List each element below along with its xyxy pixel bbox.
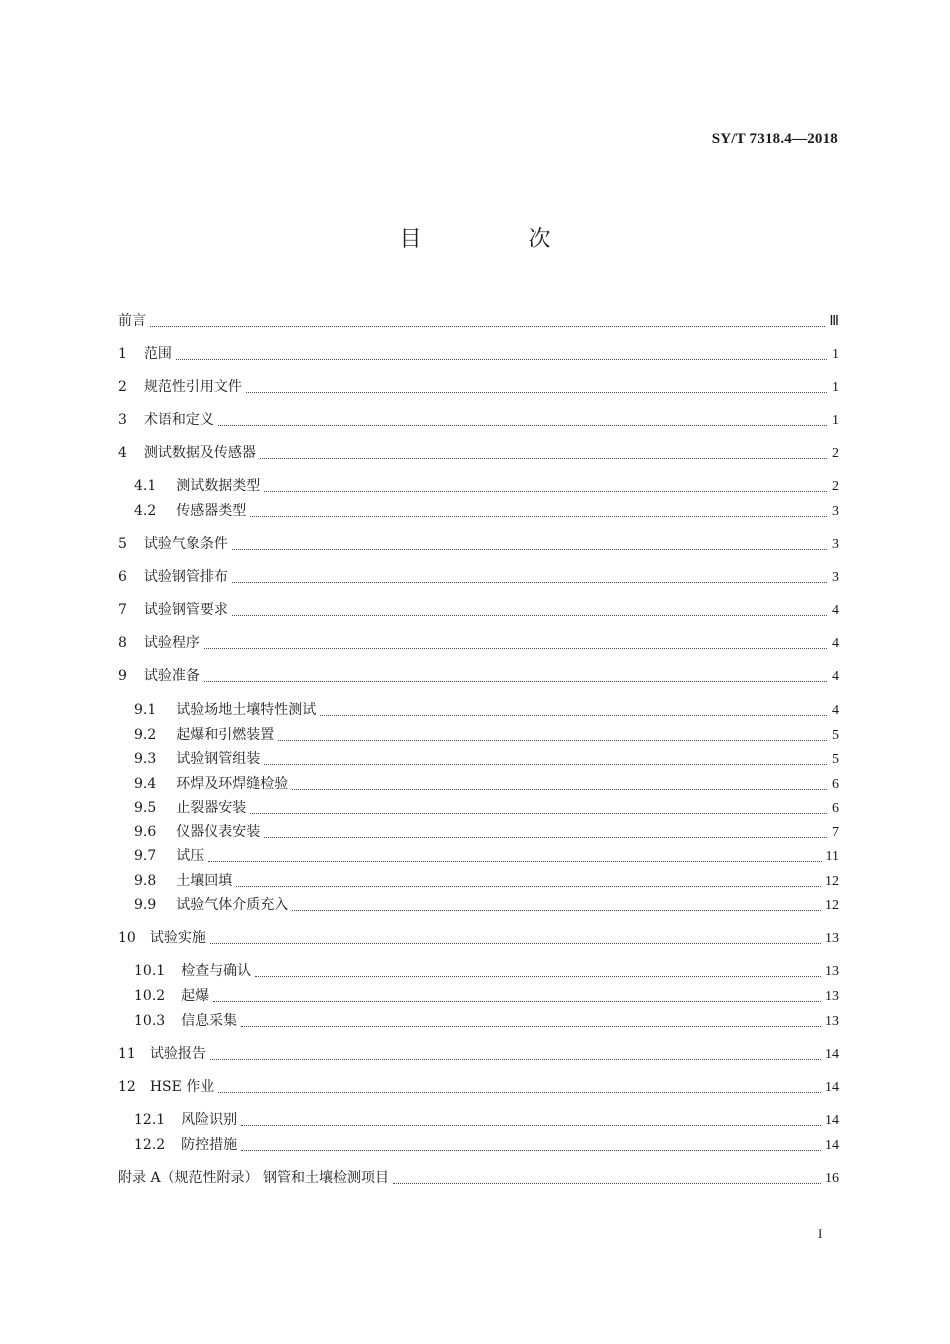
toc-entry-page: 12: [825, 874, 839, 889]
dot-leader: [264, 750, 827, 765]
toc-entry-page: 1: [832, 380, 839, 395]
toc-entry-label: 检查与确认: [181, 963, 252, 979]
dot-leader: [292, 896, 821, 911]
dot-leader: [250, 502, 827, 517]
toc-entry[interactable]: [134, 1135, 839, 1155]
toc-entry-page: 2: [832, 479, 839, 494]
toc-entry-page: 1: [832, 347, 839, 362]
toc-entry-page: 16: [825, 1171, 839, 1186]
toc-entry[interactable]: [134, 961, 839, 981]
toc-entry-label: 传感器类型: [176, 503, 247, 519]
toc-entry-label: 试验钢管组装: [176, 751, 261, 767]
toc-entry-label: 试验气象条件: [143, 536, 228, 552]
dot-leader: [232, 535, 827, 550]
toc-entry-page: 5: [832, 752, 839, 767]
toc-entry-label: 仪器仪表安装: [176, 824, 261, 840]
toc-entry-label: 试验准备: [143, 668, 200, 684]
dot-leader: [278, 726, 827, 741]
toc-entry[interactable]: [118, 600, 839, 620]
toc-entry-number: 9.4: [134, 776, 157, 792]
toc-entry-page: Ⅲ: [829, 314, 839, 329]
toc-entry-page: 4: [832, 636, 839, 651]
toc-entry-page: 4: [832, 669, 839, 684]
toc-entry-number: 9.2: [134, 727, 157, 743]
dot-leader: [204, 634, 827, 649]
toc-entry-label: 测试数据及传感器: [143, 445, 256, 461]
toc-entry[interactable]: [118, 666, 839, 686]
toc-entry-page: 4: [832, 603, 839, 618]
toc-entry-page: 4: [832, 703, 839, 718]
standard-number: SY/T 7318.4—2018: [711, 131, 838, 147]
toc-entry-label: 土壤回填: [176, 873, 233, 889]
toc-entry-page: 13: [825, 931, 839, 946]
toc-entry[interactable]: [118, 567, 839, 587]
dot-leader: [264, 477, 827, 492]
toc-entry-label: 防控措施: [181, 1137, 238, 1153]
toc-entry[interactable]: [134, 700, 839, 720]
toc-entry[interactable]: [118, 1077, 839, 1097]
toc-entry[interactable]: [134, 798, 839, 818]
toc-entry-number: 6: [118, 569, 127, 585]
toc-entry-page: 13: [825, 964, 839, 979]
toc-entry[interactable]: [134, 501, 839, 521]
toc-entry-number: 11: [118, 1046, 136, 1062]
toc-entry-number: 4.1: [134, 478, 157, 494]
toc-entry-page: 13: [825, 989, 839, 1004]
toc-entry-page: 1: [832, 413, 839, 428]
dot-leader: [246, 378, 827, 393]
toc-entry-page: 14: [825, 1138, 839, 1153]
dot-leader: [232, 568, 827, 583]
toc-entry-number: 12.1: [134, 1112, 166, 1128]
toc-entry-label: 信息采集: [181, 1013, 238, 1029]
toc-entry-label: HSE 作业: [149, 1079, 215, 1095]
dot-leader: [210, 929, 821, 944]
dot-leader: [260, 444, 827, 459]
page-title: 目 次: [399, 227, 601, 252]
toc-entry-number: 4.2: [134, 503, 157, 519]
toc-entry[interactable]: [134, 749, 839, 769]
toc-entry-label: 试验钢管排布: [143, 569, 228, 585]
toc-entry-number: 8: [118, 635, 127, 651]
toc-entry-label: 风险识别: [181, 1112, 238, 1128]
toc-entry-page: 14: [825, 1113, 839, 1128]
toc-entry-number: 12: [118, 1079, 136, 1095]
toc-entry-number: 9.5: [134, 800, 157, 816]
toc-entry-label: 术语和定义: [143, 412, 214, 428]
toc-entry[interactable]: [134, 476, 839, 496]
toc-entry-label: 试验程序: [143, 635, 200, 651]
toc-entry-page: 7: [832, 825, 839, 840]
toc-entry[interactable]: [134, 774, 839, 794]
toc-entry[interactable]: [118, 534, 839, 554]
toc-entry-label: 范围: [143, 346, 172, 362]
toc-entry-number: 9.8: [134, 873, 157, 889]
toc-entry[interactable]: [118, 633, 839, 653]
page-number: I: [818, 1226, 823, 1241]
toc-entry-page: 3: [832, 504, 839, 519]
toc-entry-number: 3: [118, 412, 127, 428]
toc-entry[interactable]: [118, 410, 839, 430]
toc-entry[interactable]: [134, 986, 839, 1006]
toc-entry-number: 5: [118, 536, 127, 552]
toc-entry[interactable]: [118, 928, 839, 948]
toc-entry-page: 6: [832, 777, 839, 792]
toc-entry-page: 13: [825, 1014, 839, 1029]
toc-entry-number: 9.1: [134, 702, 157, 718]
toc-entry-number: 10.3: [134, 1013, 166, 1029]
toc-entry-label: 前言: [118, 313, 146, 329]
dot-leader: [241, 1012, 821, 1027]
toc-entry[interactable]: [134, 846, 839, 866]
dot-leader: [218, 411, 827, 426]
dot-leader: [176, 345, 827, 360]
toc-entry-label: 试验钢管要求: [143, 602, 228, 618]
toc-entry-page: 6: [832, 801, 839, 816]
toc-entry-number: 9.6: [134, 824, 157, 840]
toc-entry-label: 试验实施: [149, 930, 206, 946]
toc-entry[interactable]: [118, 443, 839, 463]
toc-entry-label: 环焊及环焊缝检验: [176, 776, 289, 792]
dot-leader: [320, 701, 827, 716]
toc-entry-label: 测试数据类型: [176, 478, 261, 494]
dot-leader: [241, 1111, 821, 1126]
toc-entry-label: 附录 A（规范性附录） 钢管和土壤检测项目: [118, 1170, 390, 1186]
dot-leader: [210, 1045, 821, 1060]
toc-entry-page: 14: [825, 1047, 839, 1062]
toc-entry[interactable]: [134, 871, 839, 891]
toc-entry[interactable]: [118, 311, 839, 331]
toc-entry-page: 12: [825, 898, 839, 913]
toc-entry-number: 7: [118, 602, 127, 618]
toc-entry-page: 3: [832, 537, 839, 552]
toc-entry[interactable]: [134, 725, 839, 745]
toc-entry-page: 11: [825, 849, 839, 864]
dot-leader: [208, 847, 821, 862]
toc-entry-number: 2: [118, 379, 127, 395]
toc-entry-number: 9: [118, 668, 127, 684]
dot-leader: [292, 775, 827, 790]
toc-entry-label: 止裂器安装: [176, 800, 247, 816]
toc-entry-label: 规范性引用文件: [143, 379, 242, 395]
toc-entry-page: 5: [832, 728, 839, 743]
toc-entry[interactable]: [134, 1011, 839, 1031]
toc-entry-number: 10: [118, 930, 136, 946]
toc-entry[interactable]: [134, 1110, 839, 1130]
dot-leader: [218, 1078, 821, 1093]
toc-entry[interactable]: [118, 1044, 839, 1064]
toc-entry-number: 9.3: [134, 751, 157, 767]
toc-entry-number: 10.1: [134, 963, 166, 979]
toc-entry-label: 试验气体介质充入: [176, 897, 289, 913]
dot-leader: [264, 823, 827, 838]
toc-entry-number: 9.7: [134, 848, 157, 864]
dot-leader: [236, 872, 821, 887]
dot-leader: [250, 799, 827, 814]
dot-leader: [204, 667, 827, 682]
toc-entry-label: 试验报告: [149, 1046, 206, 1062]
toc-entry-page: 3: [832, 570, 839, 585]
toc-entry[interactable]: [134, 822, 839, 842]
dot-leader: [232, 601, 827, 616]
dot-leader: [213, 987, 821, 1002]
toc-entry-number: 12.2: [134, 1137, 166, 1153]
toc-entry-page: 14: [825, 1080, 839, 1095]
toc-entry-page: 2: [832, 446, 839, 461]
toc-entry-label: 试验场地土壤特性测试: [176, 702, 317, 718]
toc-entry[interactable]: [134, 895, 839, 915]
dot-leader: [255, 962, 821, 977]
dot-leader: [393, 1169, 821, 1184]
toc-entry[interactable]: [118, 344, 839, 364]
toc-entry-number: 9.9: [134, 897, 157, 913]
toc-entry[interactable]: [118, 377, 839, 397]
dot-leader: [241, 1136, 821, 1151]
toc-entry-number: 4: [118, 445, 127, 461]
dot-leader: [150, 312, 825, 327]
toc-entry-label: 试压: [176, 848, 205, 864]
toc-entry-label: 起爆和引燃装置: [176, 727, 275, 743]
toc-entry-number: 10.2: [134, 988, 166, 1004]
toc-entry-number: 1: [118, 346, 127, 362]
toc-entry[interactable]: [118, 1168, 839, 1188]
toc-entry-label: 起爆: [181, 988, 210, 1004]
